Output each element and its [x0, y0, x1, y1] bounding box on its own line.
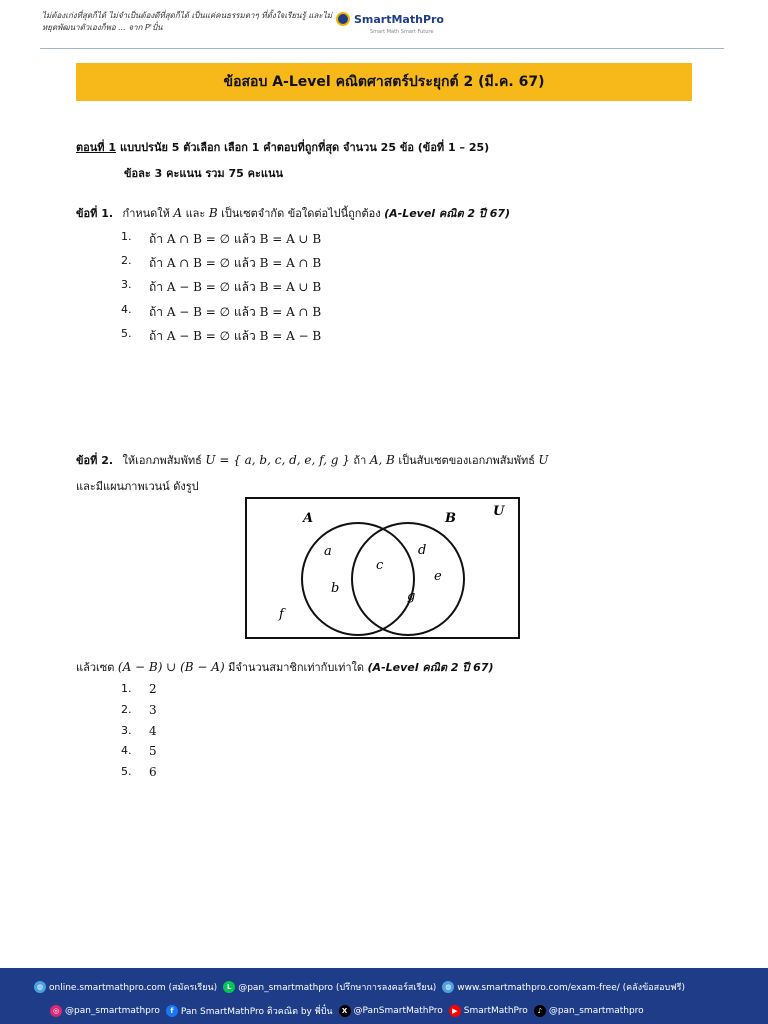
q2-text: ให้เอกภพสัมพัทธ์ [122, 454, 202, 467]
element-g: g [407, 589, 416, 604]
scoring-note: ข้อละ 3 คะแนน รวม 75 คะแนน [124, 167, 284, 180]
choice-number: 2. [121, 703, 132, 716]
footer-link-text: @pan_smartmathpro (ปรึกษาการลงคอร์สเรียน) [238, 983, 437, 993]
q1-choice-5[interactable] [121, 327, 321, 346]
footer-link-exams[interactable] [442, 980, 685, 994]
question-1-stem [76, 204, 510, 222]
choice-text: 4 [149, 724, 157, 738]
q2-universe-symbol: U [538, 453, 549, 467]
header-quote: ไม่ต้องเก่งที่สุดก็ได้ ไม่จำเป็นต้องดีที่สุดก็ได้ เป็นแค่คนธรรมดาๆ ที่ตั้งใจเรียนรู้ และไม่หยุดพัฒนาตัวเองก็พอ ... จาก P'ปั๋น [42, 11, 332, 32]
footer-link-x[interactable] [339, 1005, 443, 1017]
q2-question-text-b: มีจำนวนสมาชิกเท่ากับเท่าใด [228, 661, 365, 674]
q2-sets: A, B [369, 453, 395, 467]
circle-b [352, 523, 464, 635]
choice-number: 3. [121, 278, 132, 291]
q2-line-2: และมีแผนภาพเวนน์ ดังรูป [76, 480, 199, 493]
choice-number: 1. [121, 682, 132, 695]
choice-number: 5. [121, 765, 132, 778]
footer-link-text: SmartMathPro [463, 1006, 528, 1016]
element-a: a [324, 544, 332, 559]
choice-text: 3 [149, 703, 157, 717]
line-icon: L [223, 981, 235, 993]
choice-number: 4. [121, 744, 132, 757]
brand-name: SmartMathPro [354, 12, 444, 26]
q1-choice-4[interactable] [121, 303, 321, 322]
circle-a [302, 523, 414, 635]
globe-icon: ◍ [34, 981, 46, 993]
choice-text: ถ้า A − B = ∅ แล้ว B = A − B [149, 329, 322, 343]
choice-number: 1. [121, 230, 132, 243]
footer-link-line[interactable] [223, 980, 436, 994]
q1-set-b: B [208, 206, 218, 220]
q2-choice-1[interactable] [121, 682, 157, 696]
x-icon: X [339, 1005, 351, 1017]
exam-title: ข้อสอบ A-Level คณิตศาสตร์ประยุกต์ 2 (มี.ค. 67) [76, 63, 692, 101]
footer-link-text: @PanSmartMathPro [353, 1006, 443, 1016]
q2-choice-3[interactable] [121, 724, 157, 738]
footer-link-text: www.smartmathpro.com/exam-free/ (คลังข้อสอบฟรี) [457, 983, 685, 993]
venn-label-a: A [303, 511, 314, 526]
globe-icon: ◍ [442, 981, 454, 993]
facebook-icon: f [166, 1005, 178, 1017]
smartmathpro-logo-icon [336, 12, 350, 26]
tiktok-icon: ♪ [534, 1005, 546, 1017]
q1-choice-1[interactable] [121, 230, 321, 249]
element-e: e [434, 569, 442, 584]
question-1-number: ข้อที่ 1. [76, 207, 114, 220]
part-label: ตอนที่ 1 [76, 141, 117, 154]
q1-set-a: A [173, 206, 183, 220]
footer-link-text: @pan_smartmathpro [548, 1006, 644, 1016]
question-2-stem [76, 451, 549, 469]
footer-link-instagram[interactable] [50, 1005, 160, 1017]
q1-choice-3[interactable] [121, 278, 321, 297]
element-f: f [279, 607, 284, 622]
q1-text-b: เป็นเซตจำกัด ข้อใดต่อไปนี้ถูกต้อง [221, 207, 381, 220]
choice-number: 3. [121, 724, 132, 737]
choice-number: 5. [121, 327, 132, 340]
q2-universe-set: U = { a, b, c, d, e, f, g } [205, 453, 350, 467]
choice-text: 2 [149, 682, 157, 696]
q2-choice-4[interactable] [121, 744, 157, 758]
venn-diagram [245, 497, 521, 640]
q2-source: (A-Level คณิต 2 ปี 67) [367, 661, 494, 674]
choice-number: 2. [121, 254, 132, 267]
footer-link-text: online.smartmathpro.com (สมัครเรียน) [49, 983, 218, 993]
q2-choice-2[interactable] [121, 703, 157, 717]
q1-text: กำหนดให้ [122, 207, 170, 220]
q1-and: และ [185, 207, 206, 220]
element-b: b [331, 581, 340, 596]
footer-row-2 [50, 1004, 644, 1018]
choice-text: ถ้า A ∩ B = ∅ แล้ว B = A ∪ B [149, 232, 322, 246]
q2-question-text: แล้วเซต [76, 661, 115, 674]
instagram-icon: ◎ [50, 1005, 62, 1017]
q2-expression: (A − B) ∪ (B − A) [117, 660, 225, 674]
choice-text: ถ้า A − B = ∅ แล้ว B = A ∩ B [149, 305, 322, 319]
footer-link-tiktok[interactable] [534, 1005, 644, 1017]
q1-source: (A-Level คณิต 2 ปี 67) [384, 207, 511, 220]
youtube-icon: ▶ [449, 1005, 461, 1017]
venn-label-b: B [445, 511, 456, 526]
footer-link-facebook[interactable] [166, 1004, 333, 1018]
element-c: c [376, 558, 384, 573]
footer-row-1 [34, 980, 685, 994]
choice-text: ถ้า A ∩ B = ∅ แล้ว B = A ∩ B [149, 256, 322, 270]
part-description: แบบปรนัย 5 ตัวเลือก เลือก 1 คำตอบที่ถูกที่สุด จำนวน 25 ข้อ (ข้อที่ 1 – 25) [120, 141, 490, 154]
section-header [76, 138, 489, 156]
question-2-number: ข้อที่ 2. [76, 454, 114, 467]
choice-text: ถ้า A − B = ∅ แล้ว B = A ∪ B [149, 280, 322, 294]
q2-choice-5[interactable] [121, 765, 157, 779]
brand-logo-block [336, 12, 444, 26]
footer-link-text: @pan_smartmathpro [65, 1006, 160, 1016]
footer-link-youtube[interactable] [449, 1005, 528, 1017]
brand-tagline: Smart Math Smart Future [370, 29, 434, 35]
footer-link-text: Pan SmartMathPro ติวคณิต by พี่ปั๋น [180, 1007, 333, 1017]
choice-text: 6 [149, 765, 157, 779]
choice-text: 5 [149, 744, 157, 758]
q2-text-b: ถ้า [353, 454, 367, 467]
venn-label-u: U [493, 504, 505, 519]
q2-question [76, 658, 494, 676]
choice-number: 4. [121, 303, 132, 316]
header-divider [40, 48, 724, 49]
q1-choice-2[interactable] [121, 254, 321, 273]
element-d: d [418, 543, 427, 558]
q2-text-c: เป็นสับเซตของเอกภพสัมพัทธ์ [398, 454, 535, 467]
contact-footer [0, 968, 768, 1024]
footer-link-online[interactable] [34, 980, 217, 994]
